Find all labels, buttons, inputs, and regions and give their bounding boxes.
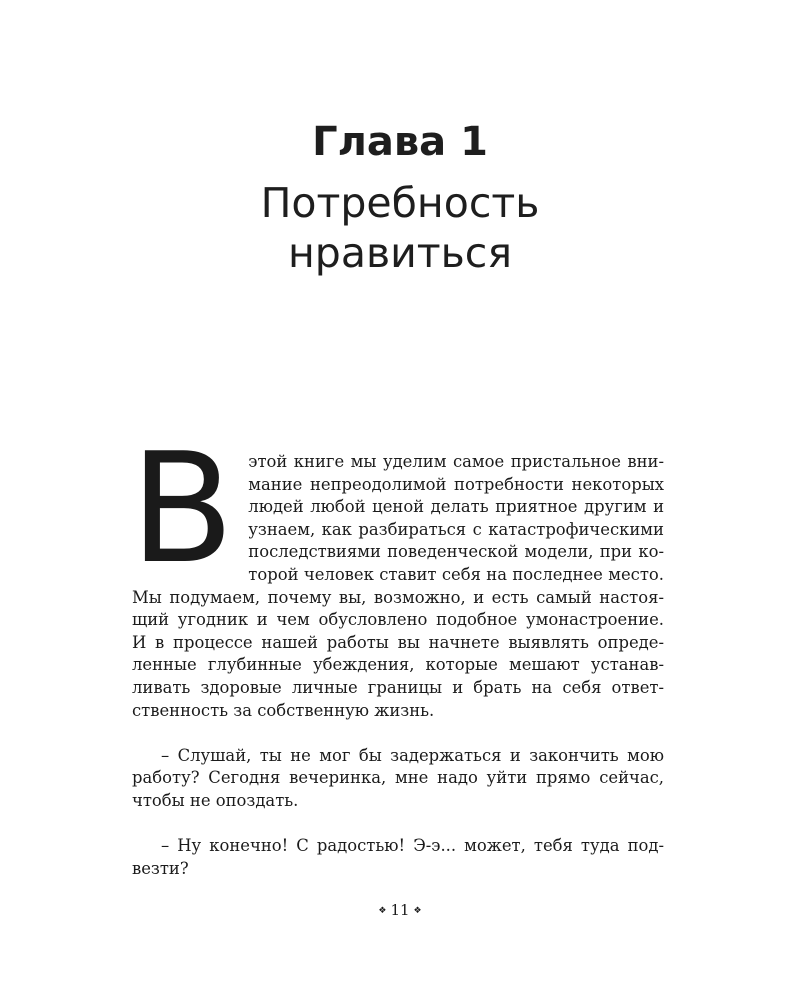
chapter-title	[0, 178, 800, 278]
paragraph-line: ственность за собственную жизнь.	[132, 700, 435, 720]
page-number: 11	[390, 901, 410, 919]
page-footer	[0, 899, 800, 922]
paragraph-line: щий угодник и чем обусловлено подобное умонастроение.	[132, 610, 664, 630]
paragraph-line: И в процессе нашей работы вы начнете выявлять опреде-	[132, 632, 664, 652]
paragraph-line: торой человек ставит себя на последнее место.	[248, 564, 664, 584]
ornament-left-icon: ❖	[378, 906, 387, 916]
ornament-right-icon: ❖	[413, 906, 422, 916]
paragraph-line: этой книге мы уделим самое пристальное вни-	[248, 452, 664, 471]
dialogue-line: везти?	[132, 858, 189, 878]
dialogue-line: – Ну конечно! С радостью! Э-э... может, тебя туда под-	[161, 836, 664, 856]
paragraph-line: узнаем, как разбираться с катастрофическими	[248, 519, 664, 539]
dialogue-paragraph	[132, 835, 664, 880]
chapter-title-line: нравиться	[287, 229, 513, 277]
drop-cap: В	[130, 420, 235, 597]
dialogue-line: – Слушай, ты не мог бы задержаться и закончить мою	[161, 745, 664, 765]
opening-paragraph	[130, 420, 664, 722]
chapter-label: Глава 1	[312, 119, 488, 165]
paragraph-line: ленные глубинные убеждения, которые мешают устанав-	[132, 655, 664, 675]
paragraph-line: Мы подумаем, почему вы, возможно, и есть самый настоя-	[132, 587, 664, 607]
paragraph-line: людей любой ценой делать приятное другим и	[248, 497, 664, 517]
dialogue-line: работу? Сегодня вечеринка, мне надо уйти прямо сейчас,	[132, 768, 664, 788]
dialogue-line: чтобы не опоздать.	[132, 790, 299, 810]
paragraph-line: последствиями поведенческой модели, при ко-	[248, 542, 664, 562]
chapter-title-line: Потребность	[260, 179, 540, 227]
paragraph-line: мание непреодолимой потребности некоторых	[248, 474, 664, 494]
chapter-body	[130, 420, 664, 880]
paragraph-line: ливать здоровые личные границы и брать на себя ответ-	[132, 677, 664, 697]
dialogue-paragraph	[132, 745, 664, 813]
